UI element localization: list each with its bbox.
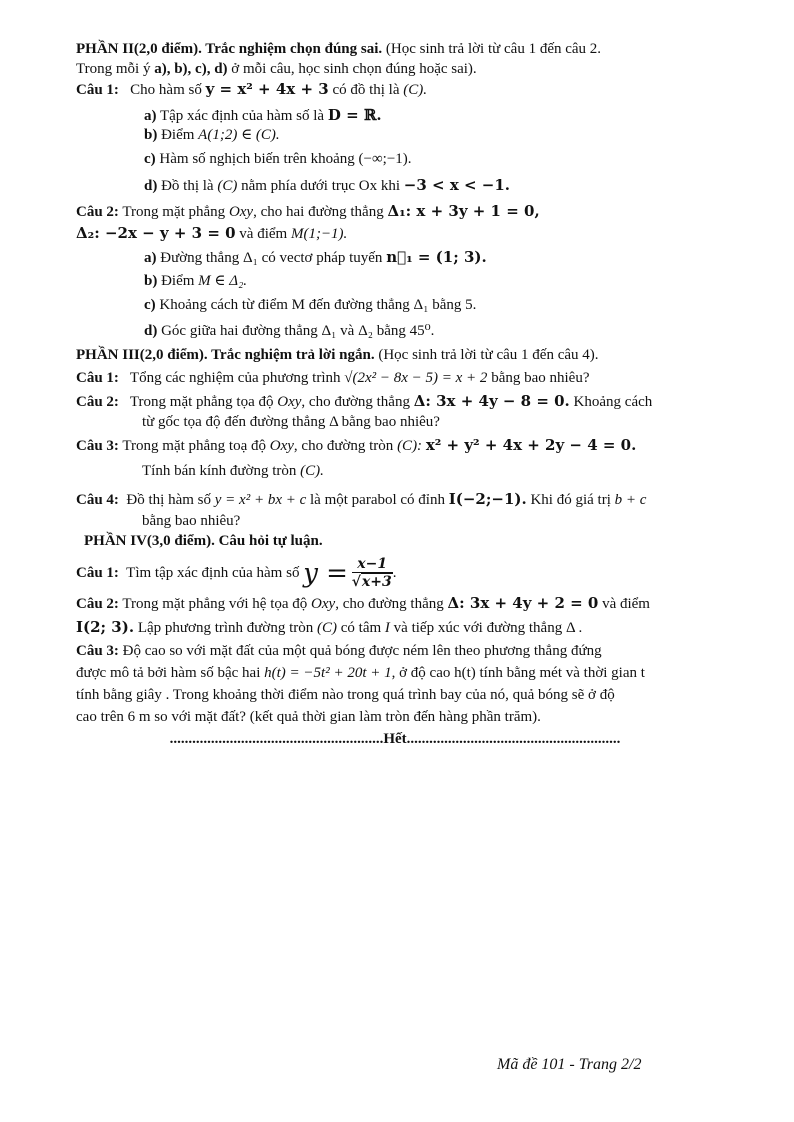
part2-note-line: Trong mỗi ý a), b), c), d) ở mỗi câu, học sinh chọn đúng hoặc sai).	[76, 61, 477, 77]
function-formula: y = x² + 4x + 3	[205, 80, 329, 98]
part3-heading: PHẦN III(2,0 điểm). Trắc nghiệm trả lời ngắn.	[76, 347, 375, 363]
p2-q2-a: a) Đường thẳng Δ₁ có vectơ pháp tuyến n⃗₁ = (1; 3).	[144, 248, 487, 266]
part4-heading: PHẦN IV(3,0 điểm). Câu hỏi tự luận.	[84, 533, 323, 549]
question-label: Câu 2:	[76, 204, 119, 220]
p2-q2-stem2: Δ₂: −2x − y + 3 = 0 và điểm M(1;−1).	[76, 224, 348, 242]
p2-q2-b: b) Điểm M ∈ Δ₂.	[144, 273, 248, 289]
question-label: Câu 3:	[76, 438, 119, 454]
part2-heading-line	[76, 40, 601, 58]
p3-q2-line2: từ gốc tọa độ đến đường thẳng Δ bằng bao nhiêu?	[142, 414, 440, 430]
part2-heading: PHẦN II(2,0 điểm). Trắc nghiệm chọn đúng sai.	[76, 41, 383, 57]
part3-heading-line: PHẦN III(2,0 điểm). Trắc nghiệm trả lời ngắn. (Học sinh trả lời từ câu 1 đến câu 4).	[76, 347, 599, 363]
p2-q1-c: c) Hàm số nghịch biến trên khoảng (−∞;−1).	[144, 151, 412, 167]
p4-q2: Câu 2: Trong mặt phẳng với hệ tọa độ Oxy, cho đường thẳng Δ: 3x + 4y + 2 = 0 và điểm	[76, 594, 650, 612]
p2-q2-stem: Câu 2: Trong mặt phẳng Oxy, cho hai đường thẳng Δ₁: x + 3y + 1 = 0,	[76, 202, 540, 220]
p2-q2-c: c) Khoảng cách từ điểm M đến đường thẳng Δ₁ bằng 5.	[144, 297, 477, 313]
p2-q2-d: d) Góc giữa hai đường thẳng Δ₁ và Δ₂ bằng 45⁰.	[144, 323, 435, 339]
p4-q1: Câu 1: Tìm tập xác định của hàm số y = $\frac{x-1}{√x+3}$ .	[76, 556, 397, 591]
p3-q4: Câu 4: Đồ thị hàm số y = x² + bx + c là một parabol có đỉnh I(−2;−1). Khi đó giá trị b + c	[76, 490, 647, 508]
question-label: Câu 1:	[76, 82, 119, 98]
p3-q2: Câu 2: Trong mặt phẳng tọa độ Oxy, cho đường thẳng Δ: 3x + 4y − 8 = 0. Khoảng cách	[76, 392, 653, 410]
question-label: Câu 3:	[76, 643, 119, 659]
p3-q3-line2: Tính bán kính đường tròn (C).	[142, 463, 324, 479]
question-label: Câu 4:	[76, 492, 119, 508]
p2-q1-a: a) Tập xác định của hàm số là D = ℝ.	[144, 106, 382, 124]
p4-q3-line2: được mô tả bởi hàm số bậc hai h(t) = −5t² + 20t + 1, ở độ cao h(t) tính bằng mét và thời gian t	[76, 665, 645, 681]
fraction: $\frac{x-1}{√x+3}$	[351, 556, 392, 591]
question-label: Câu 1:	[76, 370, 119, 386]
end-marker: .........................................................Hết.........................................................	[169, 731, 621, 747]
p3-q1: Câu 1: Tổng các nghiệm của phương trình √(2x² − 8x − 5) = x + 2 bằng bao nhiêu?	[76, 370, 590, 386]
question-label: Câu 2:	[76, 596, 119, 612]
p3-q3: Câu 3: Trong mặt phẳng toạ độ Oxy, cho đường tròn (C): x² + y² + 4x + 2y − 4 = 0.	[76, 436, 637, 454]
p4-q3: Câu 3: Độ cao so với mặt đất của một quả bóng được ném lên theo phương thẳng đứng	[76, 643, 602, 659]
p4-q2-line2: I(2; 3). Lập phương trình đường tròn (C) có tâm I và tiếp xúc với đường thẳng Δ .	[76, 618, 583, 636]
p2-q1-b: b) Điểm A(1;2) ∈ (C).	[144, 127, 280, 143]
question-label: Câu 1:	[76, 565, 119, 581]
page-footer: Mã đề 101 - Trang 2/2	[497, 1056, 642, 1073]
end-label: Hết	[383, 731, 407, 747]
question-label: Câu 2:	[76, 394, 119, 410]
p2-q1-d: d) Đồ thị là (C) nằm phía dưới trục Ox khi −3 < x < −1.	[144, 176, 510, 194]
p2-q1-stem: Câu 1: Cho hàm số y = x² + 4x + 3 có đồ thị là (C).	[76, 80, 428, 98]
p4-q3-line3: tính bằng giây . Trong khoảng thời điểm nào trong quá trình bay của nó, quả bóng sẽ ở độ	[76, 687, 615, 703]
p3-q4-line2: bằng bao nhiêu?	[142, 513, 241, 529]
part2-note: (Học sinh trả lời từ câu 1 đến câu 2.	[385, 41, 602, 57]
p4-q3-line4: cao trên 6 m so với mặt đất? (kết quả thời gian làm tròn đến hàng phần trăm).	[76, 709, 541, 725]
